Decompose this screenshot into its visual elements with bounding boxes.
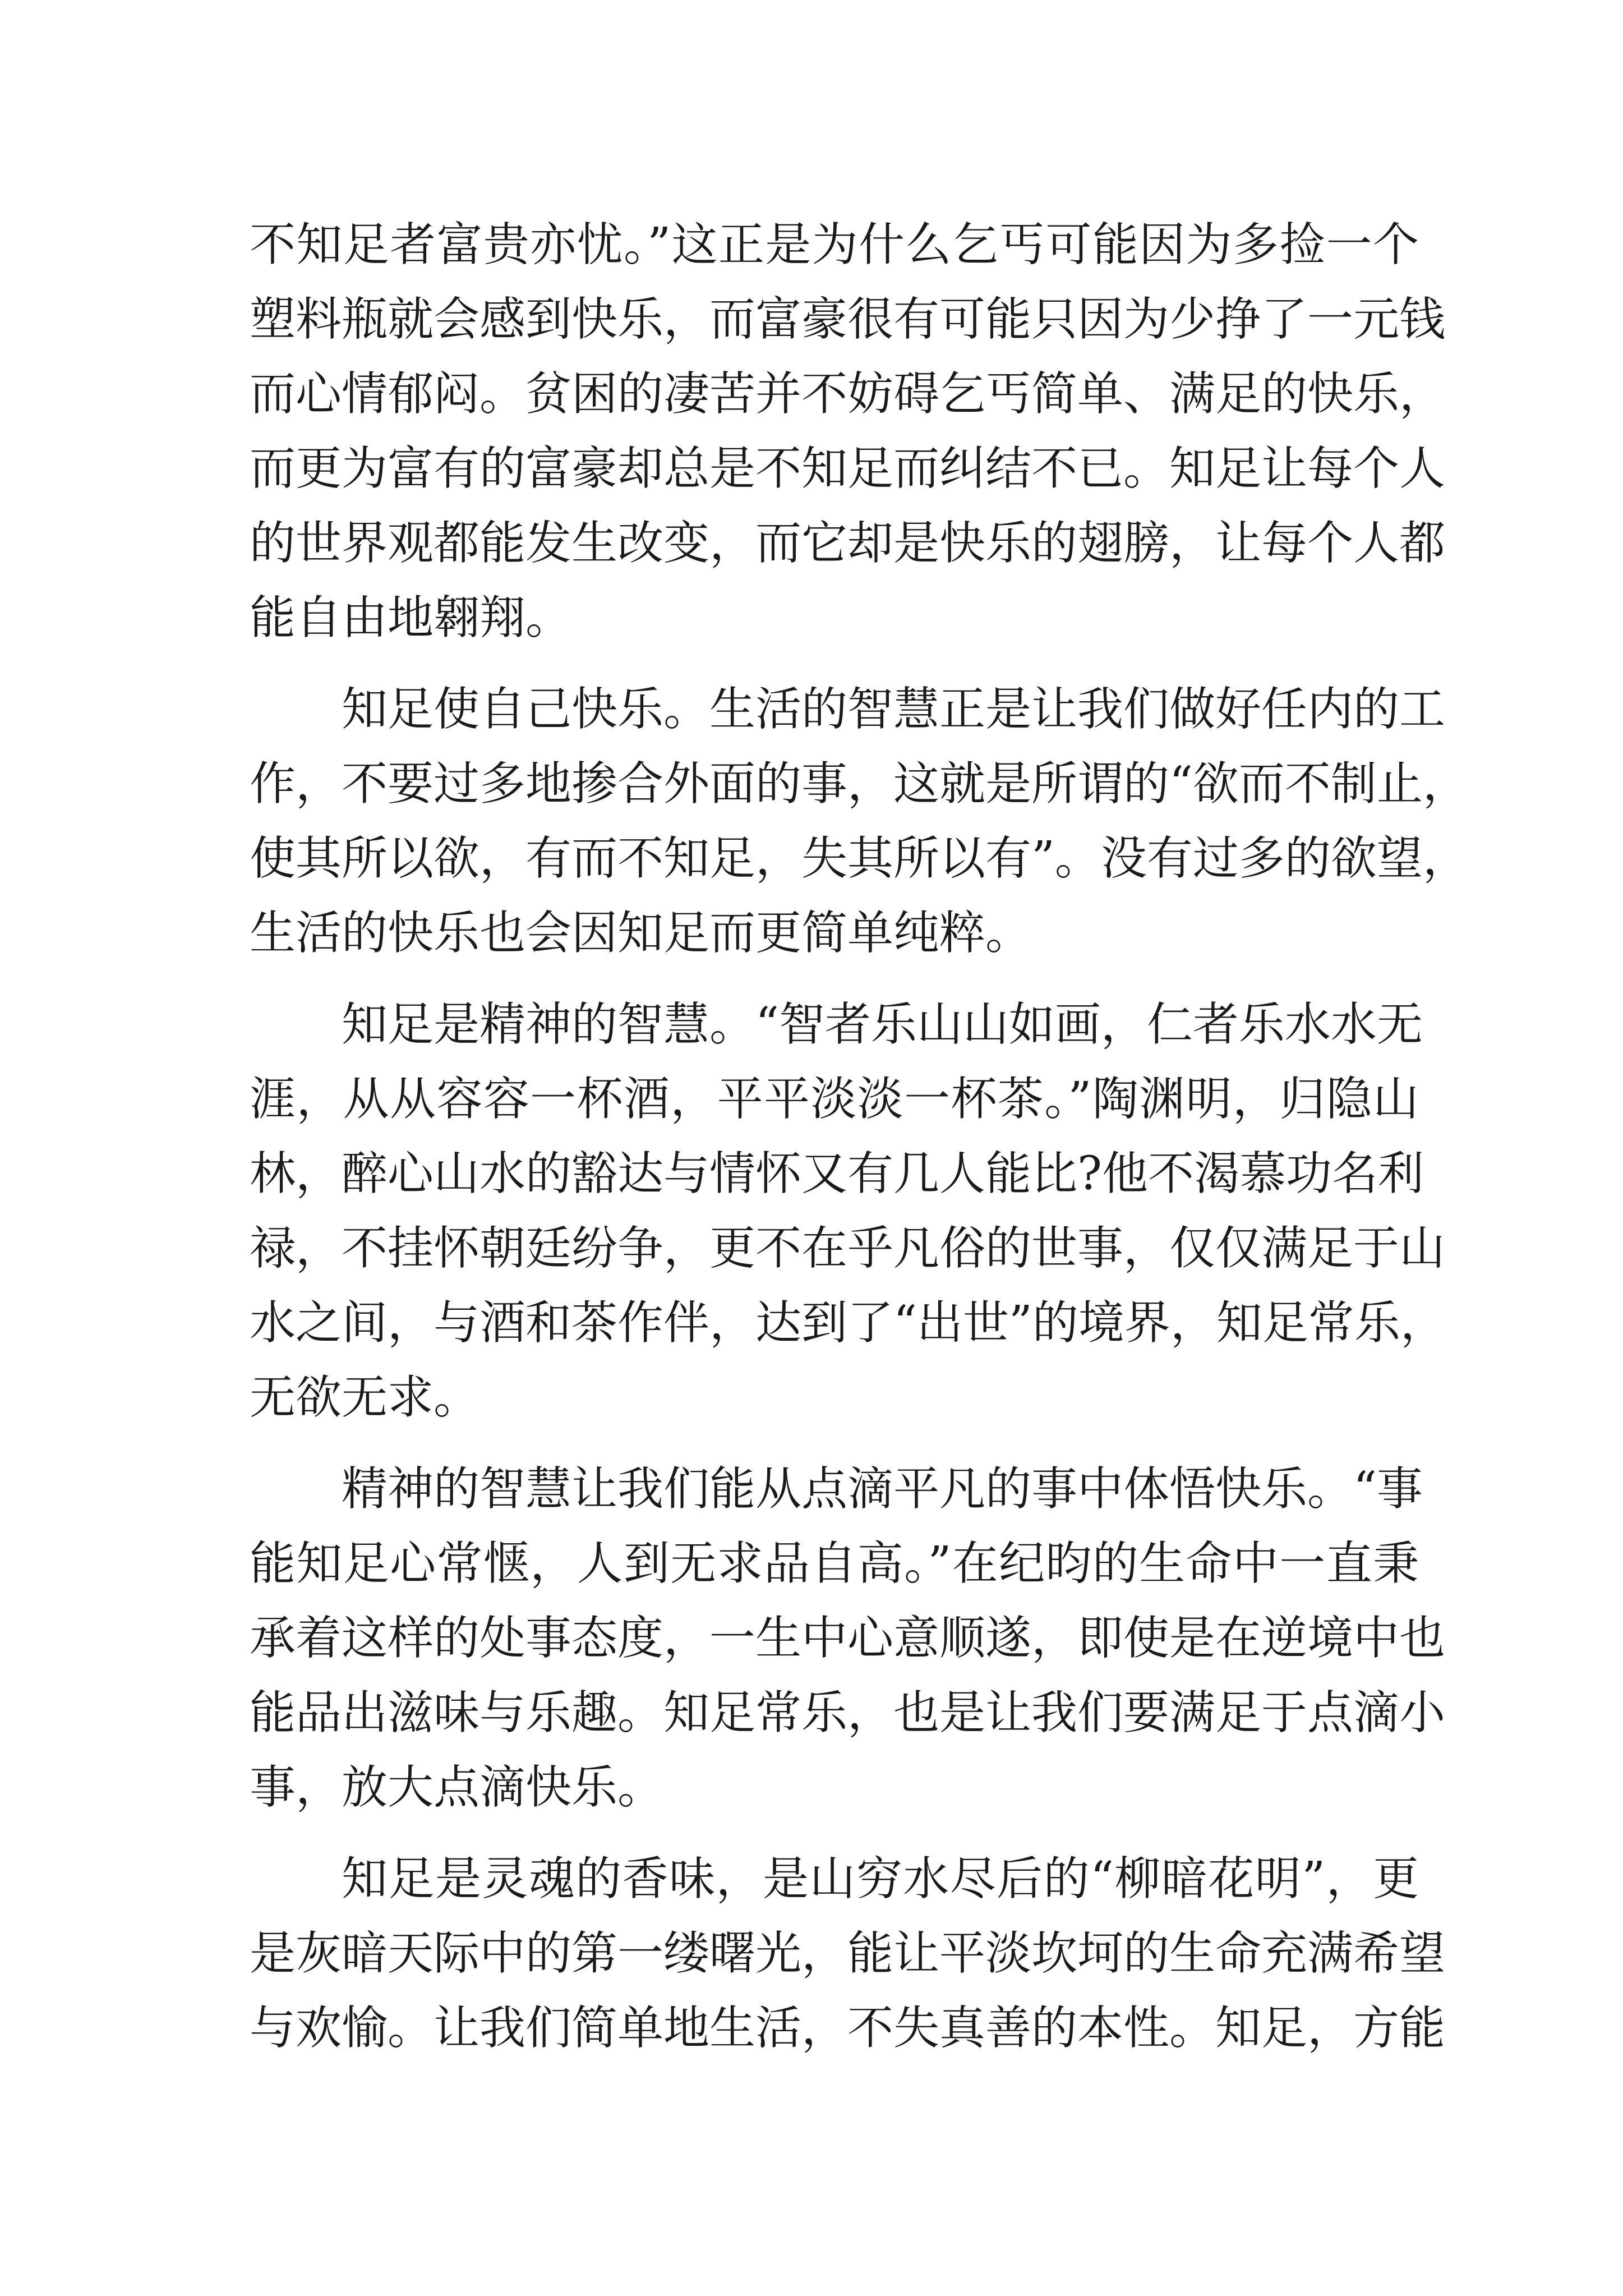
text-line: 生活的快乐也会因知足而更简单纯粹。	[250, 907, 1032, 960]
text-line: 而更为富有的富豪却总是不知足而纠结不已。知足让每个人	[250, 442, 1446, 495]
text-line: 不知足者富贵亦忧。”这正是为什么乞丐可能因为多捡一个	[250, 218, 1419, 272]
text-line: 禄，不挂怀朝廷纷争，更不在乎凡俗的世事，仅仅满足于山	[250, 1222, 1446, 1275]
text-line: 作，不要过多地掺合外面的事，这就是所谓的“欲而不制止，	[250, 757, 1469, 811]
text-line: 而心情郁闷。贫困的凄苦并不妨碍乞丐简单、满足的快乐，	[250, 367, 1446, 421]
text-line: 事，放大点滴快乐。	[250, 1761, 664, 1814]
text-line: 的世界观都能发生改变，而它却是快乐的翅膀，让每个人都	[250, 517, 1446, 570]
text-line: 知足是灵魂的香味，是山穷水尽后的“柳暗花明”，更	[342, 1852, 1419, 1906]
paragraph-spacer	[250, 1435, 1419, 1452]
paragraph-2	[250, 672, 1469, 970]
text-line: 水之间，与酒和茶作伴，达到了“出世”的境界，知足常乐，	[250, 1296, 1446, 1350]
text-line: 知足使自己快乐。生活的智慧正是让我们做好任内的工	[342, 683, 1446, 736]
text-line: 林，醉心山水的豁达与情怀又有几人能比?他不渴慕功名利	[250, 1147, 1424, 1200]
paragraph-4	[250, 1452, 1446, 1825]
text-line: 知足是精神的智慧。“智者乐山山如画，仁者乐水水无	[342, 998, 1423, 1051]
paragraph-spacer	[250, 655, 1419, 672]
paragraph-spacer	[250, 970, 1419, 987]
text-line: 是灰暗天际中的第一缕曙光，能让平淡坎坷的生命充满希望	[250, 1927, 1446, 1980]
text-line: 能品出滋味与乐趣。知足常乐，也是让我们要满足于点滴小	[250, 1686, 1446, 1740]
paragraph-spacer	[250, 1825, 1419, 1842]
text-line: 使其所以欲，有而不知足，失其所以有”。没有过多的欲望，	[250, 832, 1469, 885]
text-line: 塑料瓶就会感到快乐，而富豪很有可能只因为少挣了一元钱	[250, 293, 1446, 346]
paragraph-5	[250, 1842, 1446, 2065]
document-body	[250, 208, 1469, 2065]
text-line: 无欲无求。	[250, 1371, 480, 1424]
text-line: 能知足心常惬，人到无求品自高。”在纪昀的生命中一直秉	[250, 1537, 1419, 1590]
text-line: 能自由地翱翔。	[250, 591, 572, 645]
paragraph-3	[250, 987, 1446, 1435]
text-line: 与欢愉。让我们简单地生活，不失真善的本性。知足，方能	[250, 2001, 1446, 2055]
text-line: 精神的智慧让我们能从点滴平凡的事中体悟快乐。“事	[342, 1462, 1423, 1516]
text-line: 承着这样的处事态度，一生中心意顺遂，即使是在逆境中也	[250, 1612, 1446, 1665]
text-line: 涯，从从容容一杯酒，平平淡淡一杯茶。”陶渊明，归隐山	[250, 1073, 1419, 1126]
paragraph-1	[250, 208, 1446, 655]
